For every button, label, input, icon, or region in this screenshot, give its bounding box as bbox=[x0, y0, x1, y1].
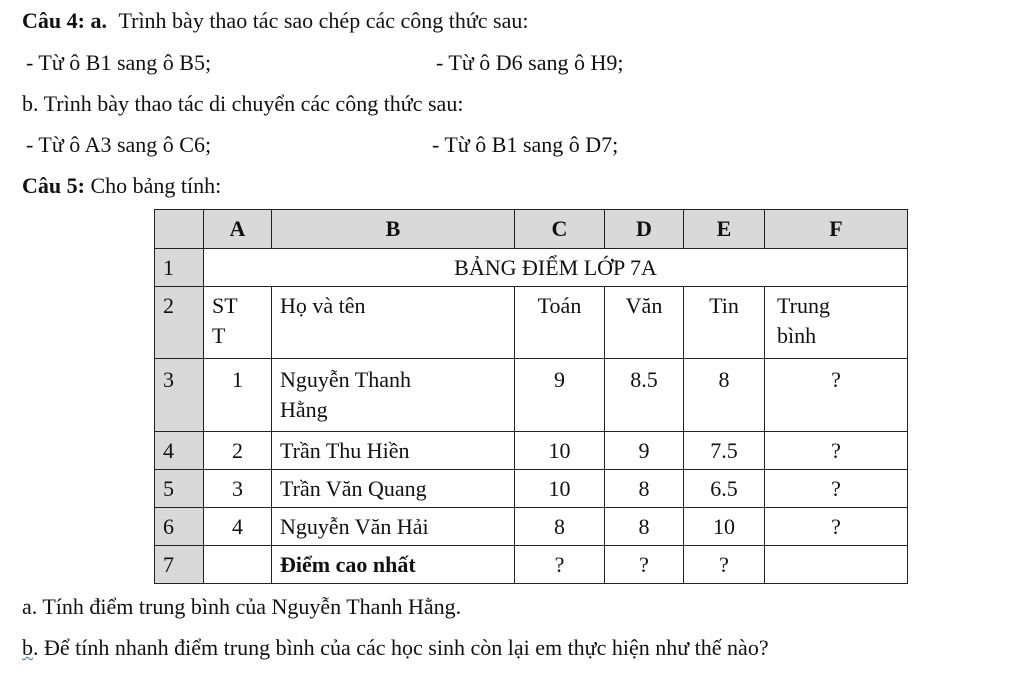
question-b-text: . Để tính nhanh điểm trung bình của các học sinh còn lại em thực hiện như thế nào? bbox=[33, 635, 769, 660]
cell-name-line1: Nguyễn Thanh bbox=[280, 367, 411, 392]
q4-a-text: Trình bày thao tác sao chép các công thức sau: bbox=[118, 8, 529, 33]
row-header-5: 5 bbox=[155, 470, 204, 508]
row-header-1: 1 bbox=[155, 249, 204, 287]
cell-stt: 4 bbox=[204, 508, 272, 546]
cell-name-line2: Hằng bbox=[280, 397, 328, 422]
col-header-f: F bbox=[765, 210, 908, 249]
column-header-row bbox=[155, 210, 908, 249]
row-header-6: 6 bbox=[155, 508, 204, 546]
cell-empty bbox=[204, 546, 272, 584]
q4-b-text: b. Trình bày thao tác di chuyển các công thức sau: bbox=[22, 91, 464, 116]
col-header-e: E bbox=[684, 210, 765, 249]
table-row bbox=[155, 249, 908, 287]
cell-it: 6.5 bbox=[684, 470, 765, 508]
col-header-d: D bbox=[605, 210, 684, 249]
header-stt-line1: ST bbox=[212, 293, 238, 318]
q4-heading: Câu 4: a. bbox=[22, 8, 107, 33]
row-header-2: 2 bbox=[155, 287, 204, 359]
col-header-a: A bbox=[204, 210, 272, 249]
q5-heading: Câu 5: bbox=[22, 173, 85, 198]
header-avg-line1: Trung bbox=[777, 293, 830, 318]
cell-it: 10 bbox=[684, 508, 765, 546]
header-stt-line2: T bbox=[212, 323, 226, 348]
q4-b-item2: - Từ ô B1 sang ô D7; bbox=[432, 132, 619, 157]
cell-max-math: ? bbox=[515, 546, 605, 584]
cell-max-it: ? bbox=[684, 546, 765, 584]
header-math: Toán bbox=[515, 287, 605, 359]
cell-math: 8 bbox=[515, 508, 605, 546]
cell-max-label: Điểm cao nhất bbox=[272, 546, 515, 584]
row-header-7: 7 bbox=[155, 546, 204, 584]
q4-a-item2: - Từ ô D6 sang ô H9; bbox=[436, 50, 624, 75]
cell-stt: 3 bbox=[204, 470, 272, 508]
table-row bbox=[155, 508, 908, 546]
cell-name bbox=[272, 359, 515, 432]
cell-lit: 8 bbox=[605, 508, 684, 546]
table-row bbox=[155, 432, 908, 470]
header-stt bbox=[204, 287, 272, 359]
header-name: Họ và tên bbox=[272, 287, 515, 359]
q4-a-item1: - Từ ô B1 sang ô B5; bbox=[26, 50, 212, 75]
cell-avg: ? bbox=[765, 359, 908, 432]
cell-name: Trần Văn Quang bbox=[272, 470, 515, 508]
cell-math: 10 bbox=[515, 432, 605, 470]
col-header-c: C bbox=[515, 210, 605, 249]
col-header-b: B bbox=[272, 210, 515, 249]
cell-math: 10 bbox=[515, 470, 605, 508]
cell-it: 8 bbox=[684, 359, 765, 432]
row-header-3: 3 bbox=[155, 359, 204, 432]
table-row bbox=[155, 359, 908, 432]
row-header-4: 4 bbox=[155, 432, 204, 470]
cell-avg: ? bbox=[765, 470, 908, 508]
header-lit: Văn bbox=[605, 287, 684, 359]
cell-name: Trần Thu Hiền bbox=[272, 432, 515, 470]
cell-max-avg bbox=[765, 546, 908, 584]
sheet-title: BẢNG ĐIỂM LỚP 7A bbox=[204, 249, 908, 287]
cell-math: 9 bbox=[515, 359, 605, 432]
cell-lit: 9 bbox=[605, 432, 684, 470]
q4-b-item1: - Từ ô A3 sang ô C6; bbox=[26, 132, 212, 157]
corner-cell bbox=[155, 210, 204, 249]
cell-avg: ? bbox=[765, 508, 908, 546]
question-a: a. Tính điểm trung bình của Nguyễn Thanh Hằng. bbox=[22, 594, 462, 619]
question-b bbox=[22, 635, 769, 661]
cell-max-lit: ? bbox=[605, 546, 684, 584]
cell-stt: 2 bbox=[204, 432, 272, 470]
q5-line bbox=[22, 173, 221, 199]
cell-avg: ? bbox=[765, 432, 908, 470]
table-row bbox=[155, 546, 908, 584]
spreadsheet-table bbox=[154, 209, 908, 584]
q5-text: Cho bảng tính: bbox=[90, 173, 222, 198]
header-avg bbox=[765, 287, 908, 359]
cell-lit: 8.5 bbox=[605, 359, 684, 432]
question-b-prefix: b bbox=[22, 635, 33, 660]
cell-lit: 8 bbox=[605, 470, 684, 508]
header-it: Tin bbox=[684, 287, 765, 359]
cell-name: Nguyễn Văn Hải bbox=[272, 508, 515, 546]
cell-stt: 1 bbox=[204, 359, 272, 432]
cell-it: 7.5 bbox=[684, 432, 765, 470]
table-row bbox=[155, 470, 908, 508]
table-row bbox=[155, 287, 908, 359]
q4-line-a bbox=[22, 8, 529, 34]
header-avg-line2: bình bbox=[777, 323, 817, 348]
